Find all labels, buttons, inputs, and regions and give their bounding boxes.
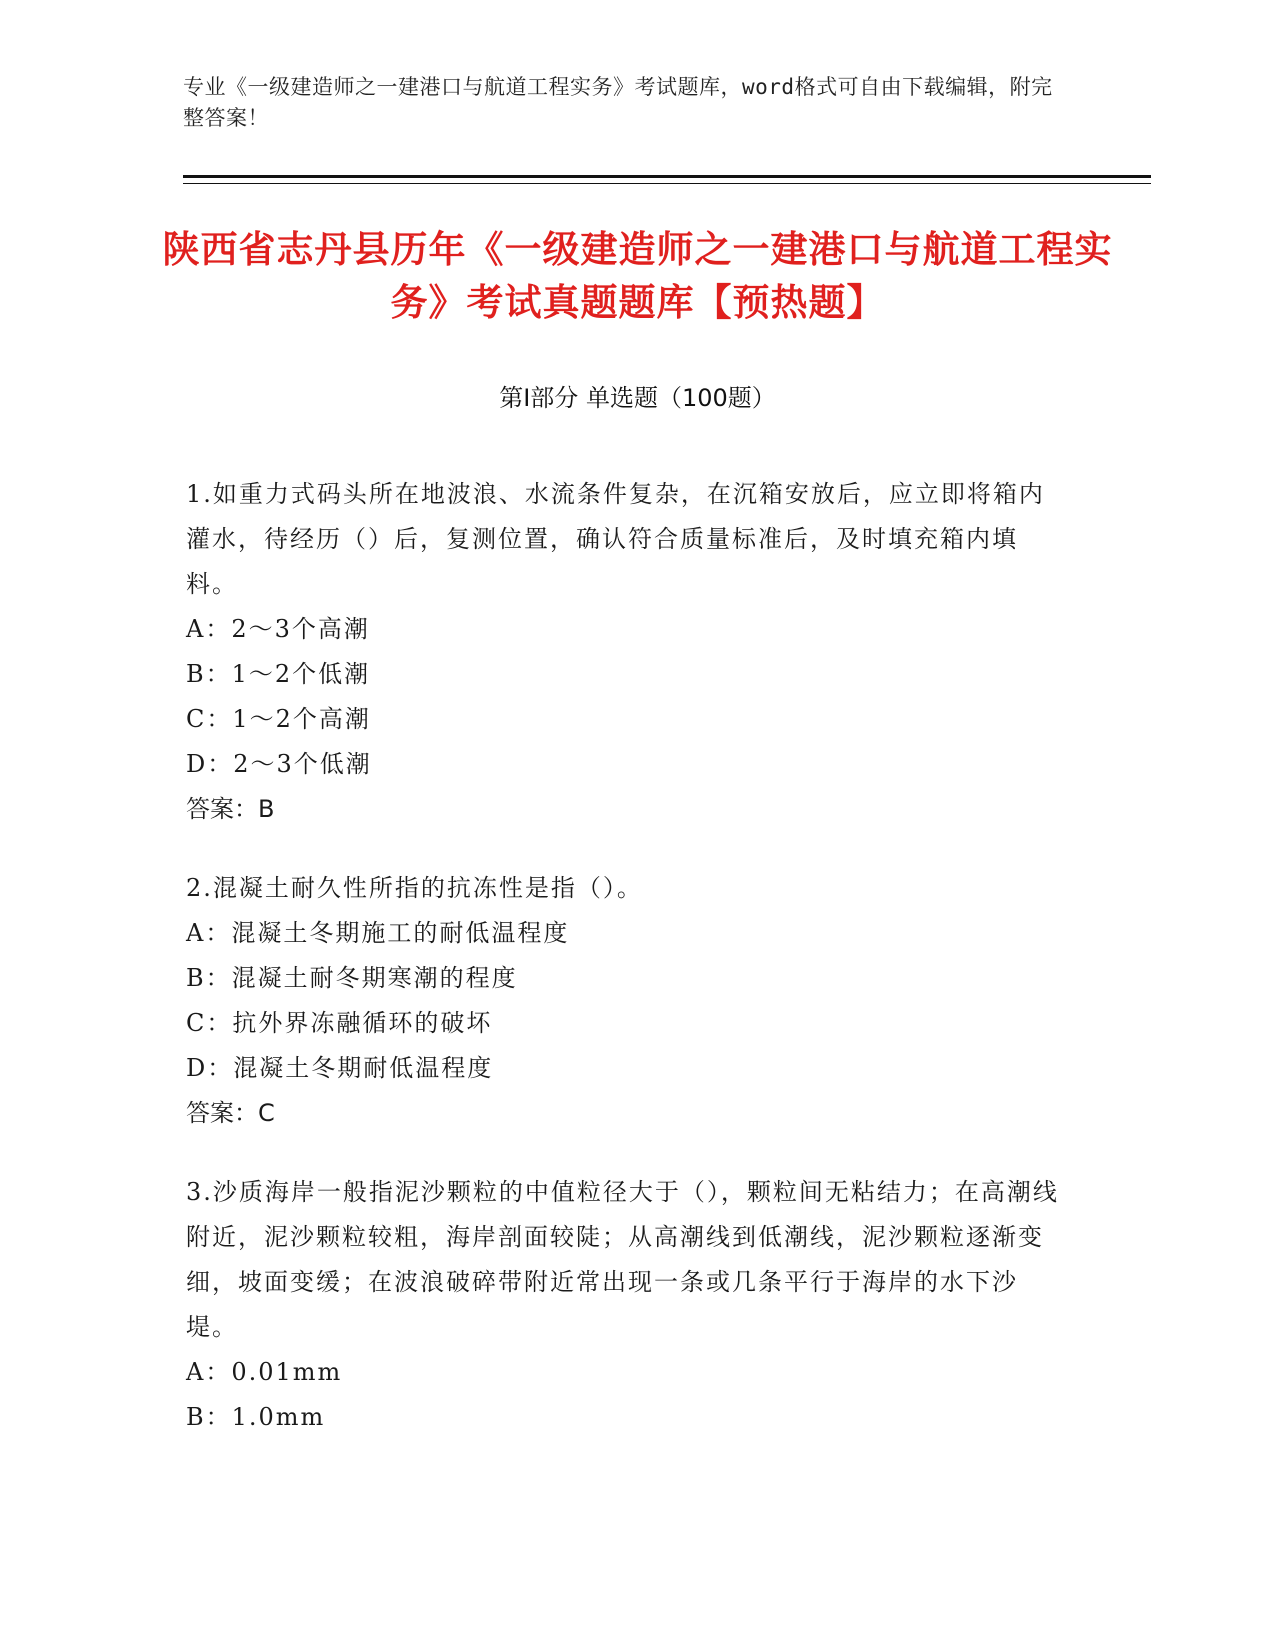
- option-d: D：2～3个低潮: [186, 750, 372, 778]
- option-c: C：抗外界冻融循环的破坏: [186, 1009, 493, 1037]
- page-header-note: 专业《一级建造师之一建港口与航道工程实务》考试题库，word格式可自由下载编辑，附完整答案！: [183, 75, 1053, 130]
- section-heading: 第Ⅰ部分 单选题（100题）: [499, 384, 776, 412]
- answer: 答案：B: [186, 795, 275, 823]
- option-a: A：混凝土冬期施工的耐低温程度: [186, 919, 570, 947]
- option-b: B：1～2个低潮: [186, 660, 371, 688]
- question-1: [186, 472, 1066, 832]
- option-b: B：混凝土耐冬期寒潮的程度: [186, 964, 518, 992]
- option-a: A：2～3个高潮: [186, 615, 370, 643]
- question-stem: 1.如重力式码头所在地波浪、水流条件复杂，在沉箱安放后，应立即将箱内灌水，待经历（）后，复测位置，确认符合质量标准后，及时填充箱内填料。: [186, 480, 1045, 598]
- option-a: A：0.01mm: [186, 1358, 343, 1386]
- option-c: C：1～2个高潮: [186, 705, 371, 733]
- document-title: 陕西省志丹县历年《一级建造师之一建港口与航道工程实务》考试真题题库【预热题】: [162, 228, 1113, 324]
- question-3: [186, 1170, 1066, 1440]
- question-list: [186, 472, 1066, 1474]
- question-2: [186, 866, 1066, 1136]
- question-stem: 3.沙质海岸一般指泥沙颗粒的中值粒径大于（），颗粒间无粘结力；在高潮线附近，泥沙颗粒较粗，海岸剖面较陡；从高潮线到低潮线，泥沙颗粒逐渐变细，坡面变缓；在波浪破碎带附近常出现一条或几条平行于海岸的水下沙堤。: [186, 1178, 1059, 1341]
- header-divider-thin: [183, 183, 1151, 184]
- answer: 答案：C: [186, 1099, 275, 1127]
- header-divider-thick: [183, 175, 1151, 178]
- option-d: D：混凝土冬期耐低温程度: [186, 1054, 494, 1082]
- option-b: B：1.0mm: [186, 1403, 326, 1431]
- question-stem: 2.混凝土耐久性所指的抗冻性是指（）。: [186, 874, 643, 902]
